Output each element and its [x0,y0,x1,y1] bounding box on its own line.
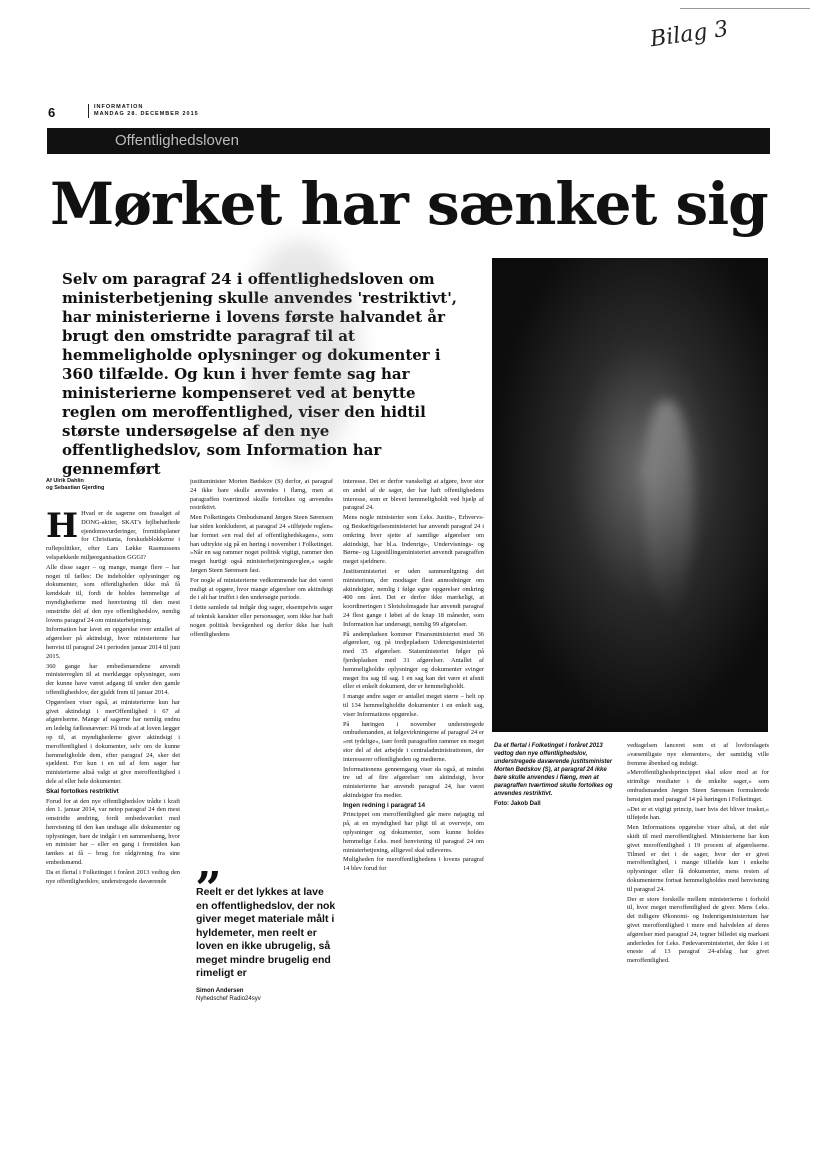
paragraph: Forud for at den nye offentlighedslov trådte i kraft den 1. januar 2014, var netop paragraf 24 den mest omstridte ændring, fordi embedsværket med henvisning til den kan undtage alle dokumenter og oplysninger, bare de indgår i en sammenhæng, hvor en minister har – eller en gang i fremtiden kan tænkes at få – brug for rådgivning fra sine embedsmænd. [46,797,180,867]
lead-paragraph: Selv om paragraf 24 i offentlighedsloven om ministerbetjening skulle anvendes 'restriktivt', har ministerierne i lovens første halvandet år brugt den omstridte paragraf til at hemmeligholde oplysninger og dokumenter i 360 tilfælde. Og kun i hver femte sag har ministerierne kompenseret ved at benytte reglen om meroffentlighed, viser den hidtil største undersøgelse af den nye offentlighedslov, som Information har gennemført [62,270,458,478]
paragraph: Mens nogle ministerier som f.eks. Justits-, Erhvervs- og Beskæftigelsesministeriet har anvendt paragraf 24 i omkring hver sjette af samtlige afgørelser om aktindsigt, har bl.a. Indenrigs-, Undervisnings- og Børne- og Ligestillingsministeriet anvendt paragraffen meget sjældnere. [343,514,484,566]
paragraph: »Meroffentlighedsprincippet skal sikre mod at for strimlige resultater i de enkelte sager,« som ombudsmanden Jørgen Steen Sørensen formulerede hensigten med paragraf 14 på høringen i Folketinget. [627,769,769,803]
quote-mark: „ [196,835,223,889]
caption-text: Da et flertal i Folketinget i foråret 2013 vedtog den nye offentlighedslov, understregede daværende justitsminister Morten Bødskov (S), at paragraf 24 ikke bare skulle anvendes i flæng, men at paragraffen tværtimod skulle fortolkes og anvendes restriktivt. [494,743,613,797]
paragraph: I mange andre sager er antallet meget større – helt op til 134 hemmeligholdte dokumenter i en enkelt sag, viser Informations opgørelse. [343,693,484,718]
column-1 [46,510,180,1102]
photo-credit: Foto: Jakob Dall [494,801,541,807]
byline [46,478,176,492]
paragraph: »Det er et vigtigt princip, især hvis det bliver trusket,« tilføjede han. [627,805,769,822]
paragraph: Muligheden for meroffentlighedens i lovens paragraf 14 blev forud for [343,856,484,873]
paragraph: I dette samlede tal indgår dog sager, eksempelvis sager af teknisk karakter eller personsager, som ikke har haft nogen politisk bevågenhed og derfor ikke har haft offentlighedens [190,604,333,638]
pull-quote [196,835,336,1003]
column-5 [627,742,769,1094]
paragraph-text: Hvad er de sagerne om frasalget af DONG-aktier, SKAT's fejlbehæftede ejendomsvurderinger, fremtidsplaner for Christiania, forskudsblokkerne i ruflepolitiker, efter Lars Løkke Rasmussens velspækkede miljøorganisation GGGI? [46,510,180,561]
paragraph: Da et flertal i Folketinget i foråret 2013 vedtog den nye offentlighedslov, understregede daværende [46,868,180,885]
article-photo [492,258,768,732]
paragraph: 360 gange har embedsmændene anvendt ministerreglen til at merklægge oplysninger, som der kunne have været adgang til under den gamle offentlighedslov, der gjaldt frem til januar 2014. [46,662,180,696]
drop-cap: H [46,510,79,546]
paragraph: interesse. Det er derfor vanskeligt at afgøre, hvor stor en andel af de sager, der har haft offentlighedens interesse, som er blevet hemmeligholdt ved hjælp af paragraf 24. [343,478,484,512]
scan-edge-line [680,8,810,9]
byline-author-2: og Sebastian Gjerding [46,485,105,491]
header-divider [88,104,89,118]
column-3 [343,478,484,1100]
quote-author: Simon Andersen [196,987,244,994]
paragraph: På høringen i november understregede ombudsmanden, at følgevirkningerne af paragraf 24 er »ret tydelige«, især fordi paragraffen rammer en meget stor del af det arbejde i centraladministrationen, der interesserer offentligheden og medierne. [343,720,484,763]
paragraph: Information har lavet en opgørelse over antallet af afgørelser på aktindsigt, hvor ministerierne har henvist til paragraf 24 i perioden januar 2014 til juni 2015. [46,626,180,660]
quote-text: Reelt er det lykkes at lave en offentlighedslov, der nok giver meget materiale målt i hyldemeter, men reelt er loven en ikke ubrugelig, så meget mindre brugelig end rimeligt er [196,886,336,979]
scan-smudge [240,240,360,460]
paragraph: Justitsministeriet er uden sammenligning det ministerium, der modtager flest anmodninger om aktindsigter, nemlig i følge egne opgørelser omkring 400 om året. Det er derfor ikke mærkeligt, at koordineringen i Slotsholmsgade har anvendt paragraf 24 flest gange i løbet af de knap 18 måneder, som Information har undersøgt, nemlig 99 afgørelser. [343,567,484,628]
paragraph: Men Informations opgørelse viser altså, at det står skidt til med meroffentlighed. Ministerierne har kun givet meroffentlighed i 19 procent af afgørelserne. Tilmed er det i de sager, hvor der er givet meroffentlighed, i mange tilfælde kun i enkelte oplysninger eller få dokumenter, mens resten af dokumenterne fortsat hemmeligholdes med henvisning til paragraf 24. [627,824,769,893]
paragraph: justitsminister Morten Bødskov (S) derfor, at paragraf 24 ikke bare skulle anvendes i flæng, men at paragraffen tværtimod skulle fortolkes og anvendes restriktivt. [190,478,333,512]
byline-author-1: Af Ulrik Dahlin [46,478,84,484]
page-number: 6 [48,105,56,120]
paragraph: Alle disse sager – og mange, mange flere – har noget til fælles: De indeholder oplysninger og dokumenter, som offentligheden ikke må få kendskab til, fordi de holdes hemmelige af myndighederne med henvisning til den mest omstridte del af den nye offentlighedslov, nemlig lovens paragraf 24 om ministerbetjening. [46,563,180,624]
paragraph: Informationens gennemgang viser da også, at mindst tre ud af fire afgørelser om aktindsigt, hvor ministerierne har anvendt paragraf 24, har været aktindsigter fra medier. [343,765,484,799]
paragraph: Opgørelsen viser også, at ministerierne kun har givet aktindsigt i merOffentlighed i 67 af afgørelserne. Mange af sagerne har nemlig endnu en ledelig fællesnævner: På trods af at loven lægger op til, at myndighederne giver aktindsigt i meroffentlighed i dokumenter, selv om de kunne hemmeligholde dem, efter paragraf 24, sker det sjældent. For kun i en ud af fem sager har ministerierne altså valgt at give meroffentlighed i dele af eller hele dokumenter. [46,698,180,785]
masthead [94,104,199,118]
column-2 [190,478,333,748]
paragraph: For nogle af ministerierne vedkommende har det været muligt at opgøre, hvor mange afgørelser om aktindsigt de i alt har truffet i den undersøgte periode. [190,576,333,602]
paragraph: Men Folketingets Ombudsmand Jørgen Steen Sørensen har siden konkluderet, at paragraf 24 »tilføjede reglen« har formet »en real del af offentlighedskagen«, som han udtrykte sig på en høring i november i Folketinget. »Når en sag rammer noget politisk vigtigt, rammer den meget hurtigt også ministerbetjeningsreglen,« sagde Jørgen Steen Sørensen fast. [190,514,333,574]
photo-caption [494,742,618,808]
quote-author-title: Nyhedschef Radio24syv [196,995,261,1002]
masthead-date: MANDAG 28. DECEMBER 2015 [94,111,199,117]
paragraph: Der er store forskelle mellem ministerierne i forhold til, hvor meget meroffentlighed de giver. Mens f.eks. det tidligere Økonomi- og Indenrigsministerium har givet meroffentlighed i mere end halvdelen af deres afgørelser med paragraf 24, tegner billedet sig markant anderledes for f.eks. Fødevareministeriet, der ikke i et eneste af 13 paragraf 24-afslag har givet meroffentlighed. [627,895,769,965]
paragraph [46,510,180,563]
masthead-paper: INFORMATION [94,104,144,110]
paragraph: På andenpladsen kommer Finansministeriet med 36 afgørelser, og på tredjepladsen Udenrigsministeriet med 35 afgørelser. Statsministeriet følger på fjerdepladsen med 31 afgørelser. Antallet af hemmeligholdte oplysninger og dokumenter svinger meget fra sag til sag. I en sag kan det være et afsnit eller et enkelt dokument, der er hemmeligholdt. [343,630,484,691]
handwritten-annotation: Bilag 3 [648,16,730,53]
subheading: Ingen redning i paragraf 14 [343,801,426,809]
headline: Mørket har sænket sig [50,170,768,238]
subheading: Skal fortolkes restriktivt [46,787,119,795]
section-band: Offentlighedsloven [47,128,770,154]
paragraph: vedtagelsen lanceret som et af lovforslagets »væsentligste nye elementer«, der samtidig ville fremme åbenhed og indsigt. [627,742,769,767]
paragraph: Princippet om meroffentlighed går mere nøjagtig ud på, at en myndighed har pligt til at overveje, om oplysninger og dokumenter, som kunne holdes hemmelige f.eks. med henvisning til paragraf 24 om ministerbetjening, alligevel skal udleveres. [343,811,484,854]
